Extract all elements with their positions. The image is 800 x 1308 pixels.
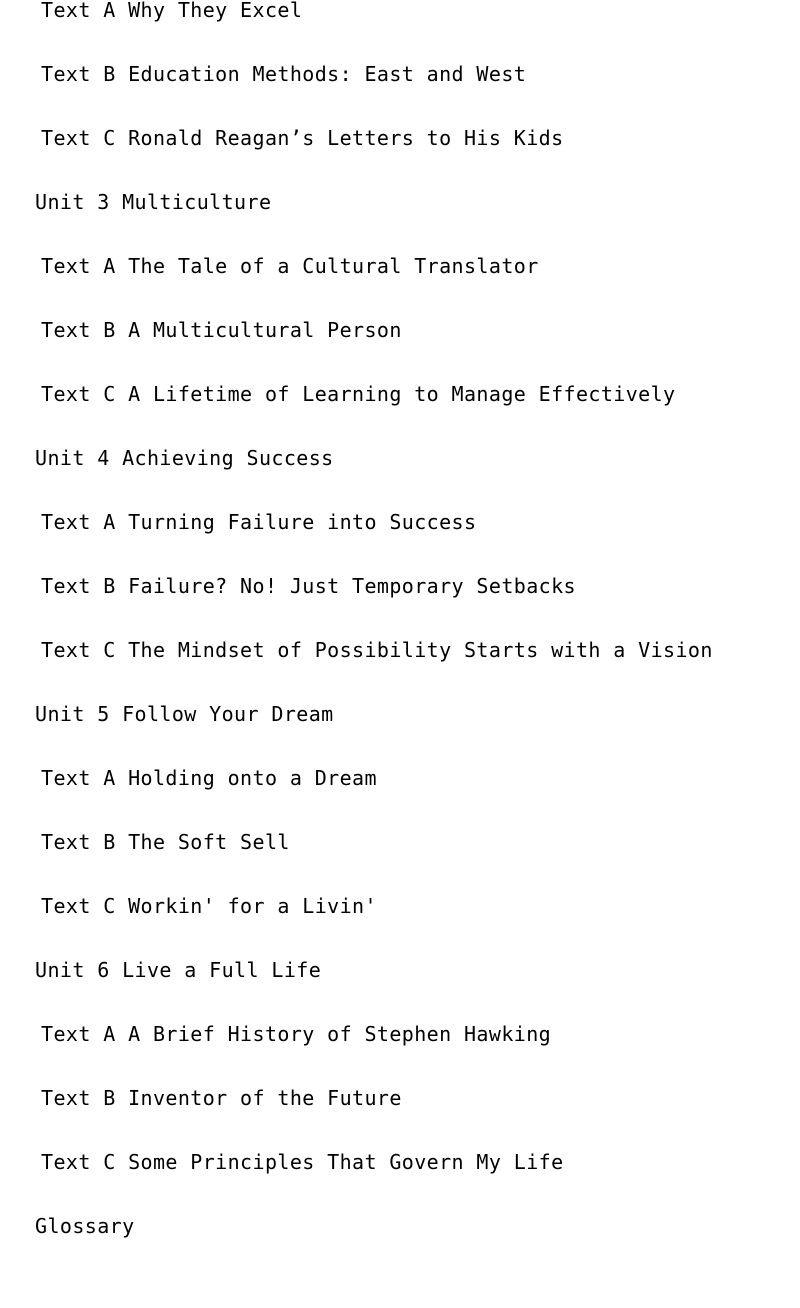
toc-entry: Text B Inventor of the Future [41,1086,402,1110]
toc-entry: Text A Holding onto a Dream [41,766,377,790]
toc-entry: Text A Why They Excel [41,0,303,22]
toc-glossary-heading: Glossary [35,1214,135,1238]
toc-entry: Text B Education Methods: East and West [41,62,527,86]
toc-unit-heading: Unit 5 Follow Your Dream [35,702,334,726]
toc-unit-heading: Unit 3 Multiculture [35,190,272,214]
toc-entry: Text A Turning Failure into Success [41,510,477,534]
toc-entry: Text A The Tale of a Cultural Translator [41,254,539,278]
toc-entry: Text C Some Principles That Govern My Life [41,1150,564,1174]
toc-entry: Text B A Multicultural Person [41,318,402,342]
toc-unit-heading: Unit 4 Achieving Success [35,446,334,470]
toc-entry: Text C A Lifetime of Learning to Manage Effectively [41,382,676,406]
toc-entry: Text C The Mindset of Possibility Starts with a Vision [41,638,713,662]
toc-entry: Text C Workin' for a Livin' [41,894,377,918]
toc-unit-heading: Unit 6 Live a Full Life [35,958,322,982]
toc-entry: Text C Ronald Reagan’s Letters to His Kids [41,126,564,150]
toc-entry: Text A A Brief History of Stephen Hawking [41,1022,552,1046]
toc-entry: Text B The Soft Sell [41,830,290,854]
toc-entry: Text B Failure? No! Just Temporary Setbacks [41,574,576,598]
